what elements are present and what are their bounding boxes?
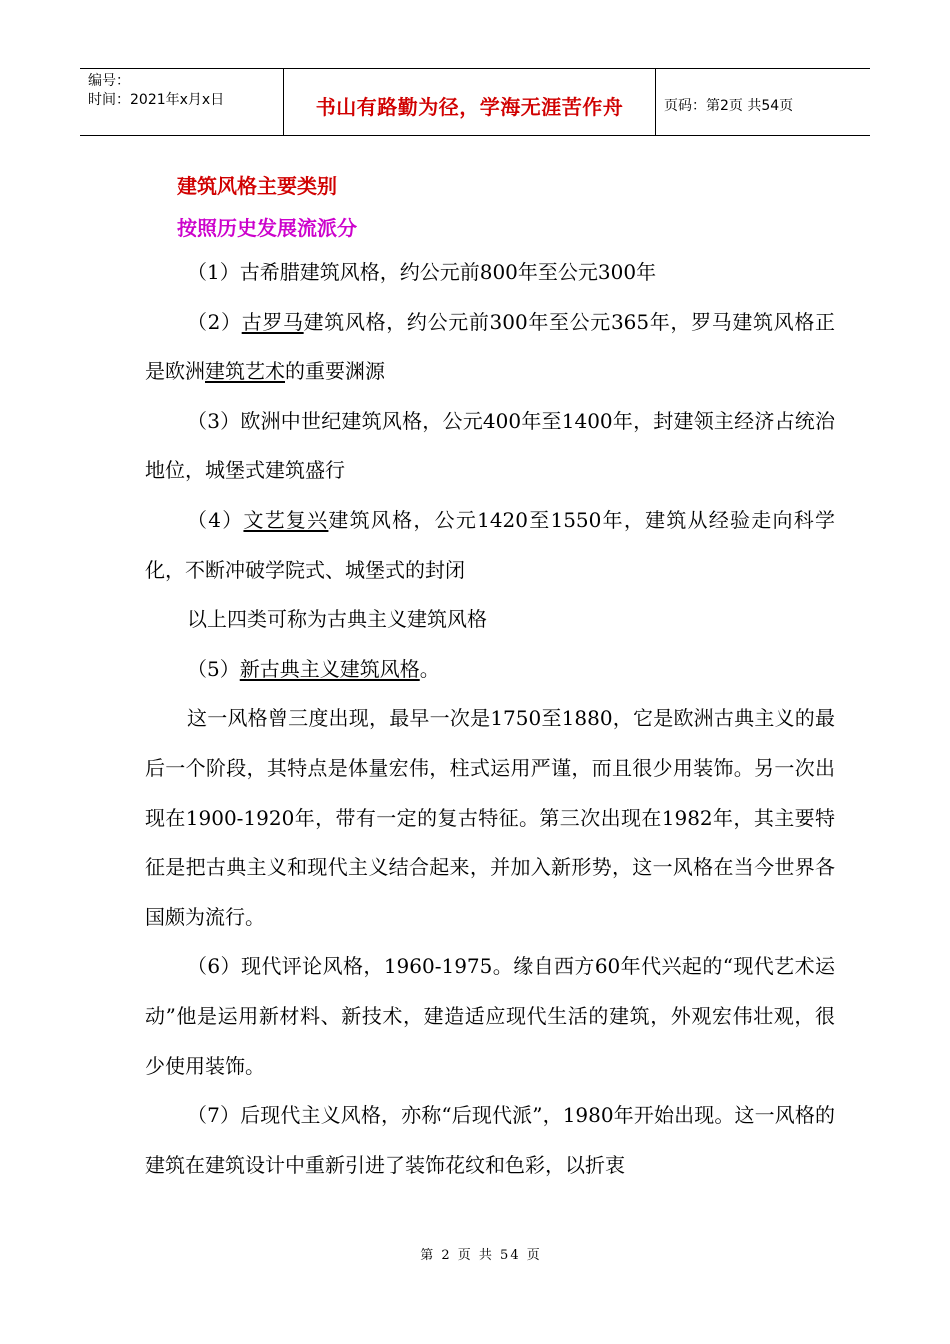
- header-meta-cell: [80, 69, 283, 135]
- paragraph-1: （1）古希腊建筑风格，约公元前800年至公元300年: [187, 260, 657, 284]
- document-time-label: 时间：2021年x月x日: [88, 92, 225, 108]
- paragraph-9: （7）后现代主义风格，亦称“后现代派”，1980年开始出现。这一风格的建筑在建筑设计中重新引进了装饰花纹和色彩，以折衷: [145, 1103, 835, 1177]
- document-body: [145, 168, 835, 1190]
- subsection-heading: 按照历史发展流派分: [177, 216, 357, 240]
- paragraph-4-prefix: （4）: [187, 507, 244, 532]
- paragraph-8: （6）现代评论风格，1960-1975。缘自西方60年代兴起的“现代艺术运动”他是运用新材料、新技术，建造适应现代生活的建筑，外观宏伟壮观，很少使用装饰。: [145, 954, 835, 1078]
- paragraph-7: 这一风格曾三度出现，最早一次是1750至1880，它是欧洲古典主义的最后一个阶段，其特点是体量宏伟，柱式运用严谨，而且很少用装饰。另一次出现在1900-1920年，带有一定的复古特征。第三次出现在1982年，其主要特征是把古典主义和现代主义结合起来，并加入新形势，这一风格在当今世界各国颇为流行。: [145, 706, 835, 929]
- header-motto-cell: [283, 69, 656, 135]
- paragraph-6: [145, 645, 835, 695]
- paragraph-5: 以上四类可称为古典主义建筑风格: [187, 607, 487, 632]
- document-number-label: 编号：: [88, 73, 130, 89]
- header-table: [80, 68, 870, 136]
- paragraph-2-prefix: （2）: [187, 309, 242, 334]
- paragraph-6-end: 。: [419, 656, 440, 681]
- paragraph-2: [145, 298, 835, 397]
- link-architecture-art[interactable]: 建筑艺术: [205, 359, 285, 384]
- header-page-cell: [656, 69, 870, 135]
- header-motto: 书山有路勤为径，学海无涯苦作舟: [315, 94, 624, 119]
- section-heading: 建筑风格主要类别: [177, 174, 337, 198]
- page-footer: 第 2 页 共 54 页: [420, 1248, 542, 1263]
- link-renaissance[interactable]: 文艺复兴: [243, 507, 329, 532]
- paragraph-4-text: 建筑风格，公元1420至1550年，建筑从经验走向科学化，不断冲破学院式、城堡式的封闭: [145, 507, 836, 582]
- header-page-info: 页码：第2页 共54页: [664, 98, 794, 114]
- link-neoclassical[interactable]: 新古典主义建筑风格: [239, 656, 420, 681]
- paragraph-4: [145, 496, 835, 595]
- link-ancient-rome[interactable]: 古罗马: [241, 309, 304, 334]
- paragraph-6-prefix: （5）: [187, 656, 240, 681]
- paragraph-3: （3）欧洲中世纪建筑风格，公元400年至1400年，封建领主经济占统治地位，城堡式建筑盛行: [145, 408, 835, 483]
- paragraph-2-end: 的重要渊源: [285, 359, 385, 384]
- paragraph-2-text: 建筑风格，约公元前300年至公元365年，罗马建筑风格正是欧洲: [145, 309, 835, 384]
